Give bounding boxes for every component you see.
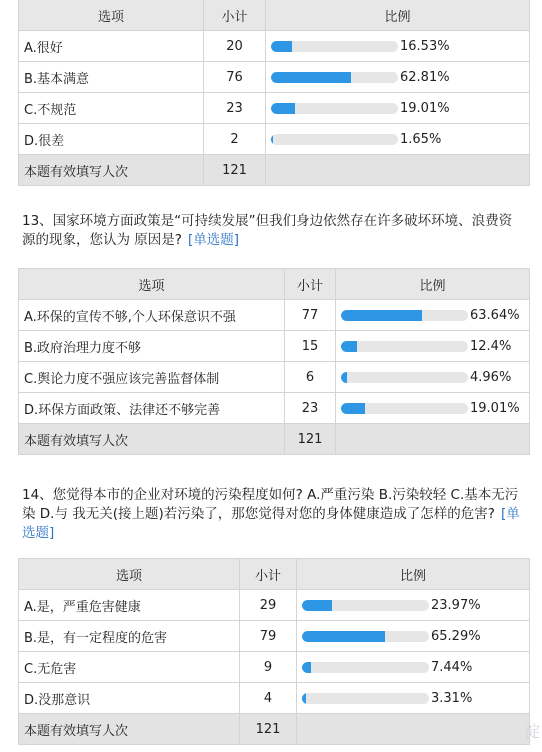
progress-fill xyxy=(341,310,422,321)
option-label: A.环保的宣传不够,个人环保意识不强 xyxy=(19,300,285,331)
progress-fill xyxy=(341,341,357,352)
option-count: 9 xyxy=(240,652,297,683)
percent-label: 4.96% xyxy=(470,369,512,385)
progress-fill xyxy=(271,41,292,52)
table-row xyxy=(19,683,530,714)
question-type-link[interactable]: [单选题] xyxy=(187,232,240,248)
option-count: 6 xyxy=(285,362,336,393)
option-count: 79 xyxy=(240,621,297,652)
question-14 xyxy=(22,486,522,543)
option-count: 29 xyxy=(240,590,297,621)
percent-label: 65.29% xyxy=(431,628,481,644)
ratio-cell xyxy=(266,93,530,124)
progress-fill xyxy=(341,372,347,383)
total-label: 本题有效填写人次 xyxy=(19,424,285,455)
total-count: 121 xyxy=(204,155,266,186)
option-count: 15 xyxy=(285,331,336,362)
progress-fill xyxy=(271,103,295,114)
total-blank xyxy=(336,424,530,455)
progress-fill xyxy=(302,631,385,642)
table-header-row xyxy=(19,559,530,590)
question-13 xyxy=(22,212,522,250)
table-row xyxy=(19,362,530,393)
table-row xyxy=(19,621,530,652)
results-table xyxy=(18,268,530,455)
option-label: B.政府治理力度不够 xyxy=(19,331,285,362)
progress-fill xyxy=(271,134,273,145)
ratio-bar xyxy=(302,660,529,675)
progress-fill xyxy=(302,600,332,611)
header-option: 选项 xyxy=(19,0,204,31)
header-option: 选项 xyxy=(19,559,240,590)
option-label: C.无危害 xyxy=(19,652,240,683)
option-count: 76 xyxy=(204,62,266,93)
total-count: 121 xyxy=(285,424,336,455)
total-row xyxy=(19,155,530,186)
progress-track xyxy=(302,662,429,673)
results-table xyxy=(18,0,530,186)
ratio-cell xyxy=(336,393,530,424)
question-text: 13、国家环境方面政策是“可持续发展”但我们身边依然存在许多破坏环境、浪费资源的现象，您认为 原因是? xyxy=(22,213,513,248)
total-blank xyxy=(297,714,530,745)
ratio-cell xyxy=(336,300,530,331)
header-count: 小计 xyxy=(204,0,266,31)
ratio-bar xyxy=(341,308,529,323)
table-row xyxy=(19,62,530,93)
table-row xyxy=(19,31,530,62)
total-row xyxy=(19,424,530,455)
ratio-bar xyxy=(271,132,529,147)
header-ratio: 比例 xyxy=(266,0,530,31)
option-count: 2 xyxy=(204,124,266,155)
percent-label: 63.64% xyxy=(470,307,520,323)
ratio-cell xyxy=(297,683,530,714)
progress-fill xyxy=(341,403,365,414)
table-row xyxy=(19,93,530,124)
table-header-row xyxy=(19,269,530,300)
ratio-bar xyxy=(302,598,529,613)
ratio-bar xyxy=(341,339,529,354)
question-text: 14、您觉得本市的企业对环境的污染程度如何? A.严重污染 B.污染较轻 C.基本无污染 D.与 我无关(接上题)若污染了，那您觉得对您的身体健康造成了怎样的危害? xyxy=(22,487,519,522)
question-type-link[interactable]: [单选题] xyxy=(22,506,520,541)
percent-label: 23.97% xyxy=(431,597,481,613)
progress-track xyxy=(341,372,468,383)
percent-label: 19.01% xyxy=(400,100,450,116)
ratio-bar xyxy=(302,629,529,644)
ratio-bar xyxy=(341,370,529,385)
total-label: 本题有效填写人次 xyxy=(19,714,240,745)
header-ratio: 比例 xyxy=(336,269,530,300)
option-count: 23 xyxy=(204,93,266,124)
table-row xyxy=(19,300,530,331)
percent-label: 16.53% xyxy=(400,38,450,54)
percent-label: 62.81% xyxy=(400,69,450,85)
ratio-bar xyxy=(271,101,529,116)
ratio-cell xyxy=(266,62,530,93)
progress-track xyxy=(302,600,429,611)
option-label: D.很差 xyxy=(19,124,204,155)
total-count: 121 xyxy=(240,714,297,745)
ratio-cell xyxy=(266,124,530,155)
progress-track xyxy=(341,310,468,321)
ratio-cell xyxy=(336,362,530,393)
total-blank xyxy=(266,155,530,186)
header-count: 小计 xyxy=(240,559,297,590)
ratio-bar xyxy=(271,39,529,54)
progress-track xyxy=(271,103,398,114)
percent-label: 3.31% xyxy=(431,690,473,706)
progress-track xyxy=(302,693,429,704)
ratio-cell xyxy=(297,590,530,621)
ratio-bar xyxy=(271,70,529,85)
table-row xyxy=(19,590,530,621)
progress-fill xyxy=(302,693,306,704)
results-table xyxy=(18,558,530,745)
table-row xyxy=(19,393,530,424)
option-label: D.环保方面政策、法律还不够完善 xyxy=(19,393,285,424)
ratio-cell xyxy=(336,331,530,362)
percent-label: 19.01% xyxy=(470,400,520,416)
table-row xyxy=(19,124,530,155)
table-row xyxy=(19,331,530,362)
option-label: C.舆论力度不强应该完善监督体制 xyxy=(19,362,285,393)
option-label: B.基本满意 xyxy=(19,62,204,93)
progress-track xyxy=(341,341,468,352)
ratio-bar xyxy=(302,691,529,706)
option-count: 77 xyxy=(285,300,336,331)
header-count: 小计 xyxy=(285,269,336,300)
ratio-bar xyxy=(341,401,529,416)
option-count: 4 xyxy=(240,683,297,714)
ratio-cell xyxy=(297,621,530,652)
progress-track xyxy=(271,41,398,52)
header-ratio: 比例 xyxy=(297,559,530,590)
progress-fill xyxy=(271,72,351,83)
percent-label: 12.4% xyxy=(470,338,512,354)
total-row xyxy=(19,714,530,745)
ratio-cell xyxy=(297,652,530,683)
percent-label: 7.44% xyxy=(431,659,473,675)
ratio-cell xyxy=(266,31,530,62)
option-label: A.是，严重危害健康 xyxy=(19,590,240,621)
header-option: 选项 xyxy=(19,269,285,300)
option-label: C.不规范 xyxy=(19,93,204,124)
progress-fill xyxy=(302,662,311,673)
progress-track xyxy=(341,403,468,414)
total-label: 本题有效填写人次 xyxy=(19,155,204,186)
progress-track xyxy=(302,631,429,642)
table-row xyxy=(19,652,530,683)
progress-track xyxy=(271,72,398,83)
option-count: 23 xyxy=(285,393,336,424)
option-label: B.是，有一定程度的危害 xyxy=(19,621,240,652)
table-header-row xyxy=(19,0,530,31)
progress-track xyxy=(271,134,398,145)
option-label: D.没那意识 xyxy=(19,683,240,714)
watermark-glyph: 淀 xyxy=(523,722,540,741)
option-count: 20 xyxy=(204,31,266,62)
percent-label: 1.65% xyxy=(400,131,442,147)
option-label: A.很好 xyxy=(19,31,204,62)
